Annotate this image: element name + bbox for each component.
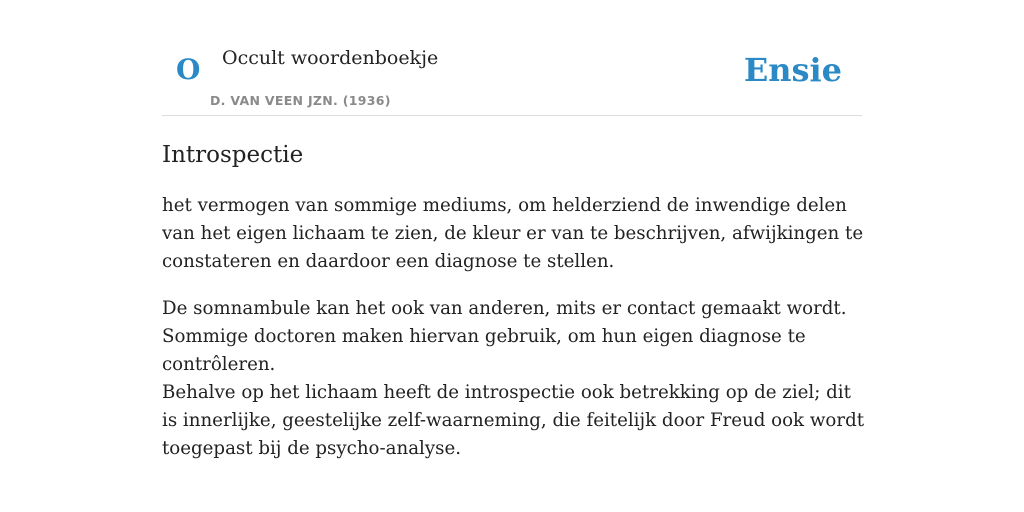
entry-paragraph: De somnambule kan het ook van anderen, mits er contact gemaakt wordt. Sommige doctoren maken hiervan gebruik, om hun eigen diagnose te contrôleren.	[162, 298, 847, 375]
page	[162, 0, 865, 512]
book-title-link[interactable]: Occult woordenboekje	[222, 47, 439, 69]
entry-paragraph: het vermogen van sommige mediums, om helderziend de inwendige delen van het eigen lichaam te zien, de kleur er van te beschrijven, afwijkingen te constateren en daardoor een diagnose te stellen.	[162, 195, 864, 272]
entry-title: Introspectie	[162, 142, 304, 168]
entry-paragraph: Behalve op het lichaam heeft de introspectie ook betrekking op de ziel; dit is innerlijke, geestelijke zelf-waarneming, die feitelijk door Freud ook wordt toegepast bij de psycho-analyse.	[162, 382, 865, 459]
book-author: D. VAN VEEN JZN. (1936)	[210, 93, 391, 108]
ensie-logo-link[interactable]: Ensie	[743, 51, 842, 89]
book-header	[162, 0, 862, 116]
book-letter-link[interactable]: O	[176, 53, 201, 86]
